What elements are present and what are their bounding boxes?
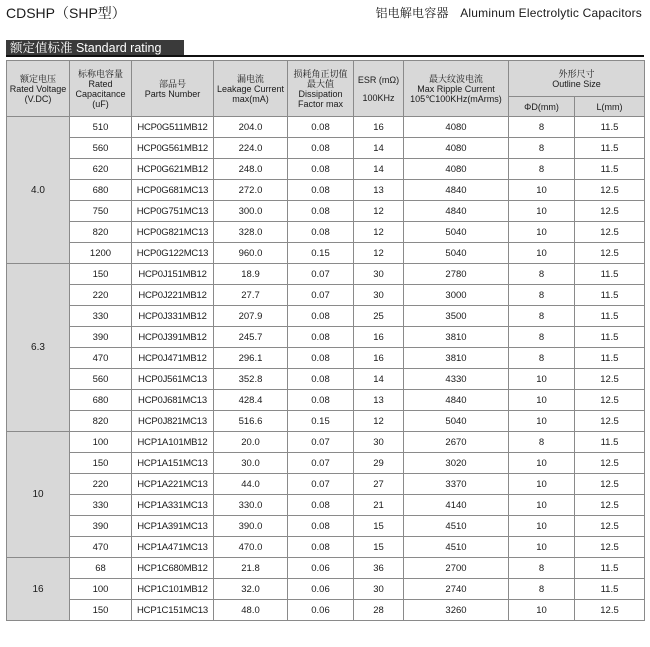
dissipation-factor-cell: 0.08 <box>288 537 354 558</box>
capacitance-cell: 820 <box>70 222 132 243</box>
length-cell: 12.5 <box>575 516 645 537</box>
table-row <box>7 327 645 348</box>
esr-cell: 30 <box>354 264 404 285</box>
ripple-current-cell: 4510 <box>404 537 509 558</box>
leakage-current-cell: 960.0 <box>214 243 288 264</box>
dissipation-factor-cell: 0.06 <box>288 558 354 579</box>
dissipation-factor-cell: 0.08 <box>288 222 354 243</box>
dissipation-factor-cell: 0.15 <box>288 411 354 432</box>
esr-cell: 16 <box>354 117 404 138</box>
esr-cell: 12 <box>354 222 404 243</box>
diameter-cell: 10 <box>509 495 575 516</box>
leakage-current-cell: 300.0 <box>214 201 288 222</box>
capacitance-cell: 470 <box>70 537 132 558</box>
esr-cell: 13 <box>354 390 404 411</box>
capacitance-cell: 820 <box>70 411 132 432</box>
diameter-cell: 8 <box>509 138 575 159</box>
length-cell: 12.5 <box>575 201 645 222</box>
part-number-cell: HCP1A331MC13 <box>132 495 214 516</box>
part-number-cell: HCP1A221MC13 <box>132 474 214 495</box>
col-header-part-number: 部品号 Parts Number <box>132 61 214 117</box>
part-number-cell: HCP0J561MC13 <box>132 369 214 390</box>
col-header-ripple: 最大纹波电流 Max Ripple Current 105℃100KHz(mArms) <box>404 61 509 117</box>
length-cell: 12.5 <box>575 411 645 432</box>
ripple-current-cell: 4330 <box>404 369 509 390</box>
length-cell: 11.5 <box>575 159 645 180</box>
esr-cell: 13 <box>354 180 404 201</box>
dissipation-factor-cell: 0.08 <box>288 348 354 369</box>
capacitance-cell: 470 <box>70 348 132 369</box>
diameter-cell: 8 <box>509 306 575 327</box>
esr-cell: 15 <box>354 516 404 537</box>
diameter-cell: 10 <box>509 411 575 432</box>
diameter-cell: 10 <box>509 369 575 390</box>
ripple-current-cell: 3370 <box>404 474 509 495</box>
voltage-cell: 16 <box>7 558 70 621</box>
esr-cell: 14 <box>354 369 404 390</box>
capacitance-cell: 100 <box>70 432 132 453</box>
dissipation-factor-cell: 0.08 <box>288 327 354 348</box>
ripple-current-cell: 3500 <box>404 306 509 327</box>
esr-cell: 12 <box>354 201 404 222</box>
length-cell: 12.5 <box>575 369 645 390</box>
series-title: CDSHP（SHP型） <box>6 5 126 21</box>
leakage-current-cell: 44.0 <box>214 474 288 495</box>
part-number-cell: HCP0G681MC13 <box>132 180 214 201</box>
table-row <box>7 474 645 495</box>
esr-cell: 15 <box>354 537 404 558</box>
diameter-cell: 10 <box>509 600 575 621</box>
dissipation-factor-cell: 0.08 <box>288 117 354 138</box>
dissipation-factor-cell: 0.08 <box>288 306 354 327</box>
part-number-cell: HCP1C151MC13 <box>132 600 214 621</box>
rating-table <box>6 60 645 621</box>
length-cell: 12.5 <box>575 537 645 558</box>
length-cell: 12.5 <box>575 222 645 243</box>
diameter-cell: 10 <box>509 222 575 243</box>
leakage-current-cell: 204.0 <box>214 117 288 138</box>
leakage-current-cell: 470.0 <box>214 537 288 558</box>
length-cell: 11.5 <box>575 264 645 285</box>
ripple-current-cell: 4840 <box>404 201 509 222</box>
diameter-cell: 10 <box>509 537 575 558</box>
col-header-leakage: 漏电流 Leakage Current max(mA) <box>214 61 288 117</box>
ripple-current-cell: 4080 <box>404 159 509 180</box>
capacitance-cell: 510 <box>70 117 132 138</box>
part-number-cell: HCP0J151MB12 <box>132 264 214 285</box>
capacitance-cell: 750 <box>70 201 132 222</box>
ripple-current-cell: 5040 <box>404 243 509 264</box>
leakage-current-cell: 330.0 <box>214 495 288 516</box>
part-number-cell: HCP0G561MB12 <box>132 138 214 159</box>
dissipation-factor-cell: 0.08 <box>288 159 354 180</box>
part-number-cell: HCP0J391MB12 <box>132 327 214 348</box>
diameter-cell: 8 <box>509 264 575 285</box>
dissipation-factor-cell: 0.15 <box>288 243 354 264</box>
length-cell: 11.5 <box>575 558 645 579</box>
table-row <box>7 117 645 138</box>
title-chinese: 铝电解电容器 <box>375 6 449 20</box>
dissipation-factor-cell: 0.07 <box>288 432 354 453</box>
leakage-current-cell: 27.7 <box>214 285 288 306</box>
capacitance-cell: 330 <box>70 306 132 327</box>
table-row <box>7 285 645 306</box>
document-title <box>375 4 642 21</box>
dissipation-factor-cell: 0.07 <box>288 474 354 495</box>
length-cell: 11.5 <box>575 432 645 453</box>
ripple-current-cell: 2700 <box>404 558 509 579</box>
length-cell: 11.5 <box>575 138 645 159</box>
leakage-current-cell: 245.7 <box>214 327 288 348</box>
table-row <box>7 369 645 390</box>
capacitance-cell: 390 <box>70 327 132 348</box>
capacitance-cell: 220 <box>70 474 132 495</box>
dissipation-factor-cell: 0.07 <box>288 285 354 306</box>
table-row <box>7 159 645 180</box>
ripple-current-cell: 3810 <box>404 348 509 369</box>
ripple-current-cell: 2740 <box>404 579 509 600</box>
diameter-cell: 8 <box>509 432 575 453</box>
leakage-current-cell: 48.0 <box>214 600 288 621</box>
length-cell: 12.5 <box>575 243 645 264</box>
capacitance-cell: 680 <box>70 390 132 411</box>
part-number-cell: HCP1A101MB12 <box>132 432 214 453</box>
capacitance-cell: 150 <box>70 600 132 621</box>
col-header-capacitance: 标称电容量 Rated Capacitance (uF) <box>70 61 132 117</box>
section-tab-standard-rating: 额定值标准 Standard rating <box>6 40 184 56</box>
part-number-cell: HCP1A391MC13 <box>132 516 214 537</box>
capacitance-cell: 330 <box>70 495 132 516</box>
ripple-current-cell: 4510 <box>404 516 509 537</box>
diameter-cell: 10 <box>509 243 575 264</box>
esr-cell: 36 <box>354 558 404 579</box>
ripple-current-cell: 3810 <box>404 327 509 348</box>
col-header-diameter: ΦD(mm) <box>509 97 575 117</box>
esr-cell: 16 <box>354 327 404 348</box>
title-english: Aluminum Electrolytic Capacitors <box>460 6 642 20</box>
ripple-current-cell: 3260 <box>404 600 509 621</box>
part-number-cell: HCP1C680MB12 <box>132 558 214 579</box>
capacitance-cell: 150 <box>70 264 132 285</box>
table-row <box>7 516 645 537</box>
length-cell: 11.5 <box>575 306 645 327</box>
table-row <box>7 537 645 558</box>
length-cell: 11.5 <box>575 348 645 369</box>
part-number-cell: HCP0J821MC13 <box>132 411 214 432</box>
ripple-current-cell: 4080 <box>404 117 509 138</box>
ripple-current-cell: 3020 <box>404 453 509 474</box>
diameter-cell: 8 <box>509 558 575 579</box>
leakage-current-cell: 328.0 <box>214 222 288 243</box>
table-row <box>7 180 645 201</box>
dissipation-factor-cell: 0.08 <box>288 369 354 390</box>
esr-cell: 14 <box>354 159 404 180</box>
dissipation-factor-cell: 0.08 <box>288 201 354 222</box>
table-row <box>7 432 645 453</box>
esr-cell: 30 <box>354 432 404 453</box>
part-number-cell: HCP0J331MB12 <box>132 306 214 327</box>
diameter-cell: 8 <box>509 348 575 369</box>
esr-cell: 28 <box>354 600 404 621</box>
diameter-cell: 8 <box>509 285 575 306</box>
capacitance-cell: 390 <box>70 516 132 537</box>
col-header-dissipation: 损耗角正切值 最大值 Dissipation Factor max <box>288 61 354 117</box>
length-cell: 11.5 <box>575 579 645 600</box>
table-row <box>7 411 645 432</box>
diameter-cell: 8 <box>509 327 575 348</box>
length-cell: 12.5 <box>575 390 645 411</box>
part-number-cell: HCP0G122MC13 <box>132 243 214 264</box>
col-header-length: L(mm) <box>575 97 645 117</box>
ripple-current-cell: 4840 <box>404 180 509 201</box>
esr-cell: 12 <box>354 243 404 264</box>
diameter-cell: 10 <box>509 180 575 201</box>
leakage-current-cell: 296.1 <box>214 348 288 369</box>
dissipation-factor-cell: 0.08 <box>288 180 354 201</box>
part-number-cell: HCP1A151MC13 <box>132 453 214 474</box>
ripple-current-cell: 4140 <box>404 495 509 516</box>
leakage-current-cell: 428.4 <box>214 390 288 411</box>
ripple-current-cell: 2780 <box>404 264 509 285</box>
table-row <box>7 264 645 285</box>
dissipation-factor-cell: 0.08 <box>288 138 354 159</box>
esr-cell: 21 <box>354 495 404 516</box>
table-row <box>7 348 645 369</box>
section-divider <box>6 55 644 57</box>
length-cell: 12.5 <box>575 474 645 495</box>
leakage-current-cell: 30.0 <box>214 453 288 474</box>
col-header-esr: ESR (mΩ) 100KHz <box>354 61 404 117</box>
length-cell: 12.5 <box>575 453 645 474</box>
dissipation-factor-cell: 0.07 <box>288 453 354 474</box>
part-number-cell: HCP1C101MB12 <box>132 579 214 600</box>
capacitance-cell: 560 <box>70 138 132 159</box>
esr-cell: 30 <box>354 285 404 306</box>
dissipation-factor-cell: 0.07 <box>288 264 354 285</box>
capacitance-cell: 560 <box>70 369 132 390</box>
leakage-current-cell: 32.0 <box>214 579 288 600</box>
esr-cell: 14 <box>354 138 404 159</box>
ripple-current-cell: 3000 <box>404 285 509 306</box>
part-number-cell: HCP0G511MB12 <box>132 117 214 138</box>
table-row <box>7 558 645 579</box>
diameter-cell: 8 <box>509 117 575 138</box>
leakage-current-cell: 248.0 <box>214 159 288 180</box>
capacitance-cell: 100 <box>70 579 132 600</box>
ripple-current-cell: 5040 <box>404 411 509 432</box>
length-cell: 12.5 <box>575 180 645 201</box>
dissipation-factor-cell: 0.06 <box>288 600 354 621</box>
table-row <box>7 201 645 222</box>
diameter-cell: 10 <box>509 390 575 411</box>
leakage-current-cell: 352.8 <box>214 369 288 390</box>
length-cell: 11.5 <box>575 285 645 306</box>
part-number-cell: HCP0G751MC13 <box>132 201 214 222</box>
capacitance-cell: 1200 <box>70 243 132 264</box>
leakage-current-cell: 207.9 <box>214 306 288 327</box>
part-number-cell: HCP0J221MB12 <box>132 285 214 306</box>
esr-cell: 27 <box>354 474 404 495</box>
part-number-cell: HCP0G821MC13 <box>132 222 214 243</box>
esr-cell: 16 <box>354 348 404 369</box>
ripple-current-cell: 4840 <box>404 390 509 411</box>
dissipation-factor-cell: 0.08 <box>288 495 354 516</box>
col-header-outline: 外形尺寸 Outline Size <box>509 61 645 97</box>
diameter-cell: 8 <box>509 579 575 600</box>
col-header-voltage: 额定电压 Rated Voltage (V.DC) <box>7 61 70 117</box>
diameter-cell: 8 <box>509 159 575 180</box>
table-row <box>7 243 645 264</box>
length-cell: 11.5 <box>575 327 645 348</box>
diameter-cell: 10 <box>509 516 575 537</box>
diameter-cell: 10 <box>509 474 575 495</box>
length-cell: 12.5 <box>575 600 645 621</box>
table-row <box>7 306 645 327</box>
diameter-cell: 10 <box>509 453 575 474</box>
ripple-current-cell: 5040 <box>404 222 509 243</box>
esr-cell: 30 <box>354 579 404 600</box>
leakage-current-cell: 18.9 <box>214 264 288 285</box>
leakage-current-cell: 516.6 <box>214 411 288 432</box>
leakage-current-cell: 224.0 <box>214 138 288 159</box>
esr-cell: 25 <box>354 306 404 327</box>
table-row <box>7 138 645 159</box>
leakage-current-cell: 272.0 <box>214 180 288 201</box>
table-row <box>7 453 645 474</box>
table-row <box>7 600 645 621</box>
capacitance-cell: 68 <box>70 558 132 579</box>
table-row <box>7 222 645 243</box>
dissipation-factor-cell: 0.08 <box>288 390 354 411</box>
length-cell: 11.5 <box>575 117 645 138</box>
diameter-cell: 10 <box>509 201 575 222</box>
ripple-current-cell: 2670 <box>404 432 509 453</box>
esr-cell: 12 <box>354 411 404 432</box>
voltage-cell: 10 <box>7 432 70 558</box>
capacitance-cell: 150 <box>70 453 132 474</box>
dissipation-factor-cell: 0.08 <box>288 516 354 537</box>
part-number-cell: HCP0J681MC13 <box>132 390 214 411</box>
ripple-current-cell: 4080 <box>404 138 509 159</box>
leakage-current-cell: 390.0 <box>214 516 288 537</box>
capacitance-cell: 680 <box>70 180 132 201</box>
dissipation-factor-cell: 0.06 <box>288 579 354 600</box>
leakage-current-cell: 20.0 <box>214 432 288 453</box>
part-number-cell: HCP0J471MB12 <box>132 348 214 369</box>
voltage-cell: 6.3 <box>7 264 70 432</box>
voltage-cell: 4.0 <box>7 117 70 264</box>
part-number-cell: HCP0G621MB12 <box>132 159 214 180</box>
length-cell: 12.5 <box>575 495 645 516</box>
esr-cell: 29 <box>354 453 404 474</box>
table-row <box>7 579 645 600</box>
table-body <box>7 117 645 621</box>
table-row <box>7 390 645 411</box>
capacitance-cell: 620 <box>70 159 132 180</box>
part-number-cell: HCP1A471MC13 <box>132 537 214 558</box>
capacitance-cell: 220 <box>70 285 132 306</box>
leakage-current-cell: 21.8 <box>214 558 288 579</box>
table-row <box>7 495 645 516</box>
